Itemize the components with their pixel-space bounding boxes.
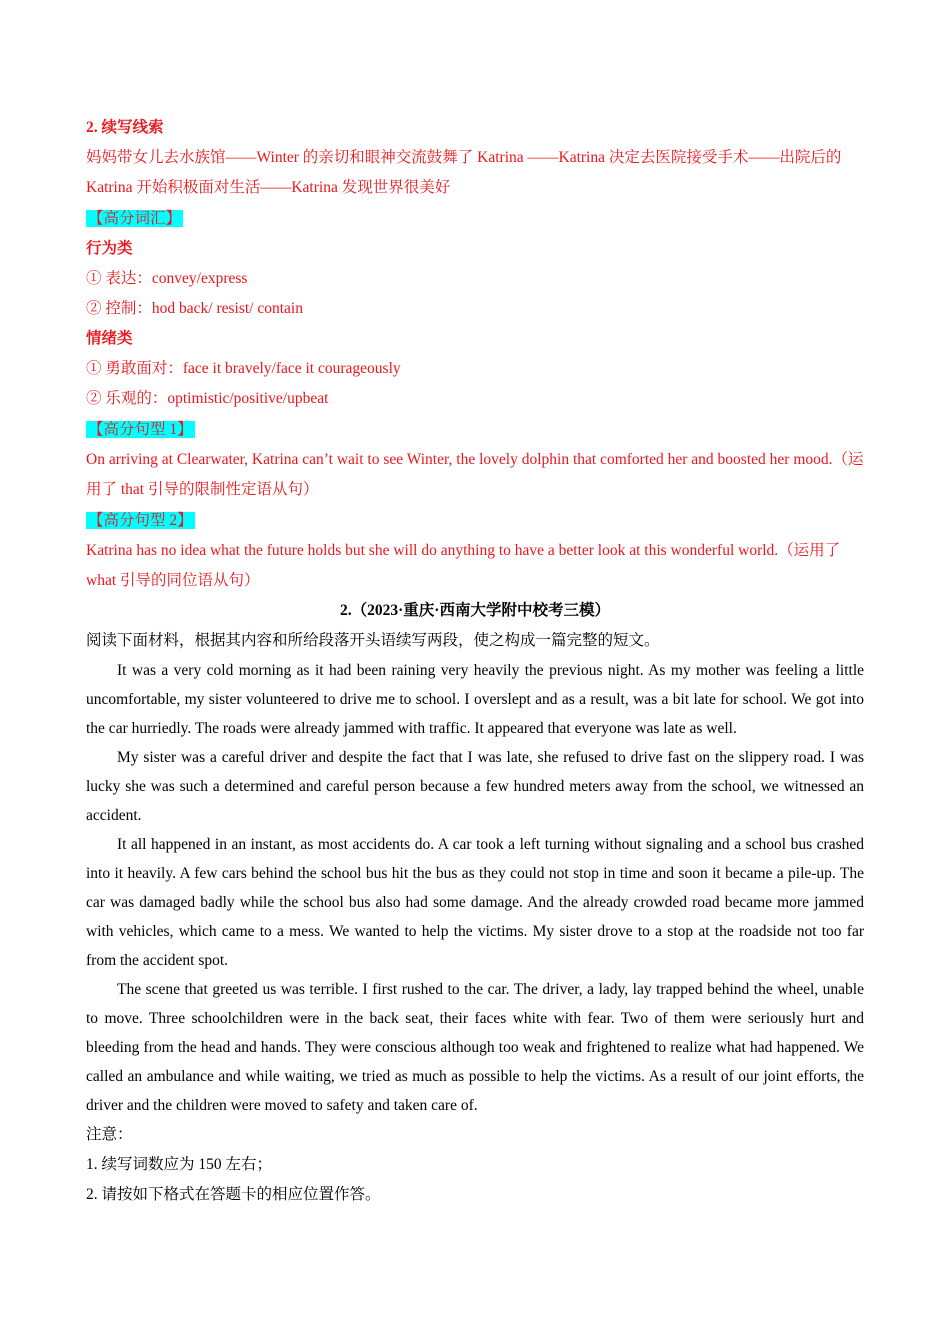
note-item: 2. 请按如下格式在答题卡的相应位置作答。: [86, 1186, 381, 1203]
emotion-item: ① 勇敢面对：face it bravely/face it courageously: [86, 360, 401, 377]
action-item: ① 表达：convey/express: [86, 270, 248, 287]
document-content: [86, 113, 864, 1210]
vocab-tag: 【高分词汇】: [88, 210, 182, 227]
sentence1-tag: 【高分句型 1】: [88, 421, 193, 438]
sentence2-tag: 【高分句型 2】: [88, 512, 193, 529]
problem-title: 2.（2023·重庆·西南大学附中校考三模）: [340, 602, 610, 619]
sentence1-text: On arriving at Clearwater, Katrina can’t wait to see Winter, the lovely dolphin that comforted her and boosted her mood.（运用了 that 引导的限制性定语从句）: [86, 451, 864, 498]
sentence2-text: Katrina has no idea what the future holds but she will do anything to have a better look at this wonderful world.（运用了 what 引导的同位语从句）: [86, 542, 841, 589]
emotion-item: ② 乐观的：optimistic/positive/upbeat: [86, 390, 329, 407]
vocab-tag-row: [86, 204, 864, 234]
passage-paragraph: It was a very cold morning as it had been raining very heavily the previous night. As my mother was feeling a little uncomfortable, my sister volunteered to drive me to school. I overslept and as a result, was a bit late for school. We got into the car hurriedly. The roads were already jammed with traffic. It appeared that everyone was late as well.: [86, 662, 864, 737]
action-category-label: 行为类: [86, 240, 133, 257]
section-title: 2. 续写线索: [86, 119, 164, 136]
sentence1-tag-row: [86, 415, 864, 445]
problem-instruction: 阅读下面材料，根据其内容和所给段落开头语续写两段，使之构成一篇完整的短文。: [86, 632, 660, 649]
passage-paragraph: The scene that greeted us was terrible. I first rushed to the car. The driver, a lady, lay trapped behind the wheel, unable to move. Three schoolchildren were in the back seat, their faces white with fear. Two of them were seriously hurt and bleeding from the head and hands. They were conscious although too weak and frightened to realize what had happened. We called an ambulance and while waiting, we tried as much as possible to help the victims. As a result of our joint efforts, the driver and the children were moved to safety and taken care of.: [86, 981, 864, 1114]
action-item: ② 控制：hod back/ resist/ contain: [86, 300, 303, 317]
clue-text: 妈妈带女儿去水族馆——Winter 的亲切和眼神交流鼓舞了 Katrina ——Katrina 决定去医院接受手术——出院后的 Katrina 开始积极面对生活——Katrina 发现世界很美好: [86, 149, 842, 196]
emotion-category-label: 情绪类: [86, 330, 133, 347]
note-item: 1. 续写词数应为 150 左右；: [86, 1156, 273, 1173]
note-label: 注意：: [86, 1126, 133, 1143]
passage-paragraph: It all happened in an instant, as most accidents do. A car took a left turning without signaling and a school bus crashed into it heavily. A few cars behind the school bus hit the bus as they could not stop in time and soon it became a pile-up. The car was damaged badly while the school bus also had some damage. And the already crowded road became more jammed with vehicles, which came to a mess. We wanted to help the victims. My sister drove to a stop at the roadside not too far from the accident spot.: [86, 836, 864, 969]
sentence2-tag-row: [86, 506, 864, 536]
passage-paragraph: My sister was a careful driver and despite the fact that I was late, she refused to drive fast on the slippery road. I was lucky she was such a determined and careful person because a few hundred meters away from the school, we witnessed an accident.: [86, 749, 864, 824]
